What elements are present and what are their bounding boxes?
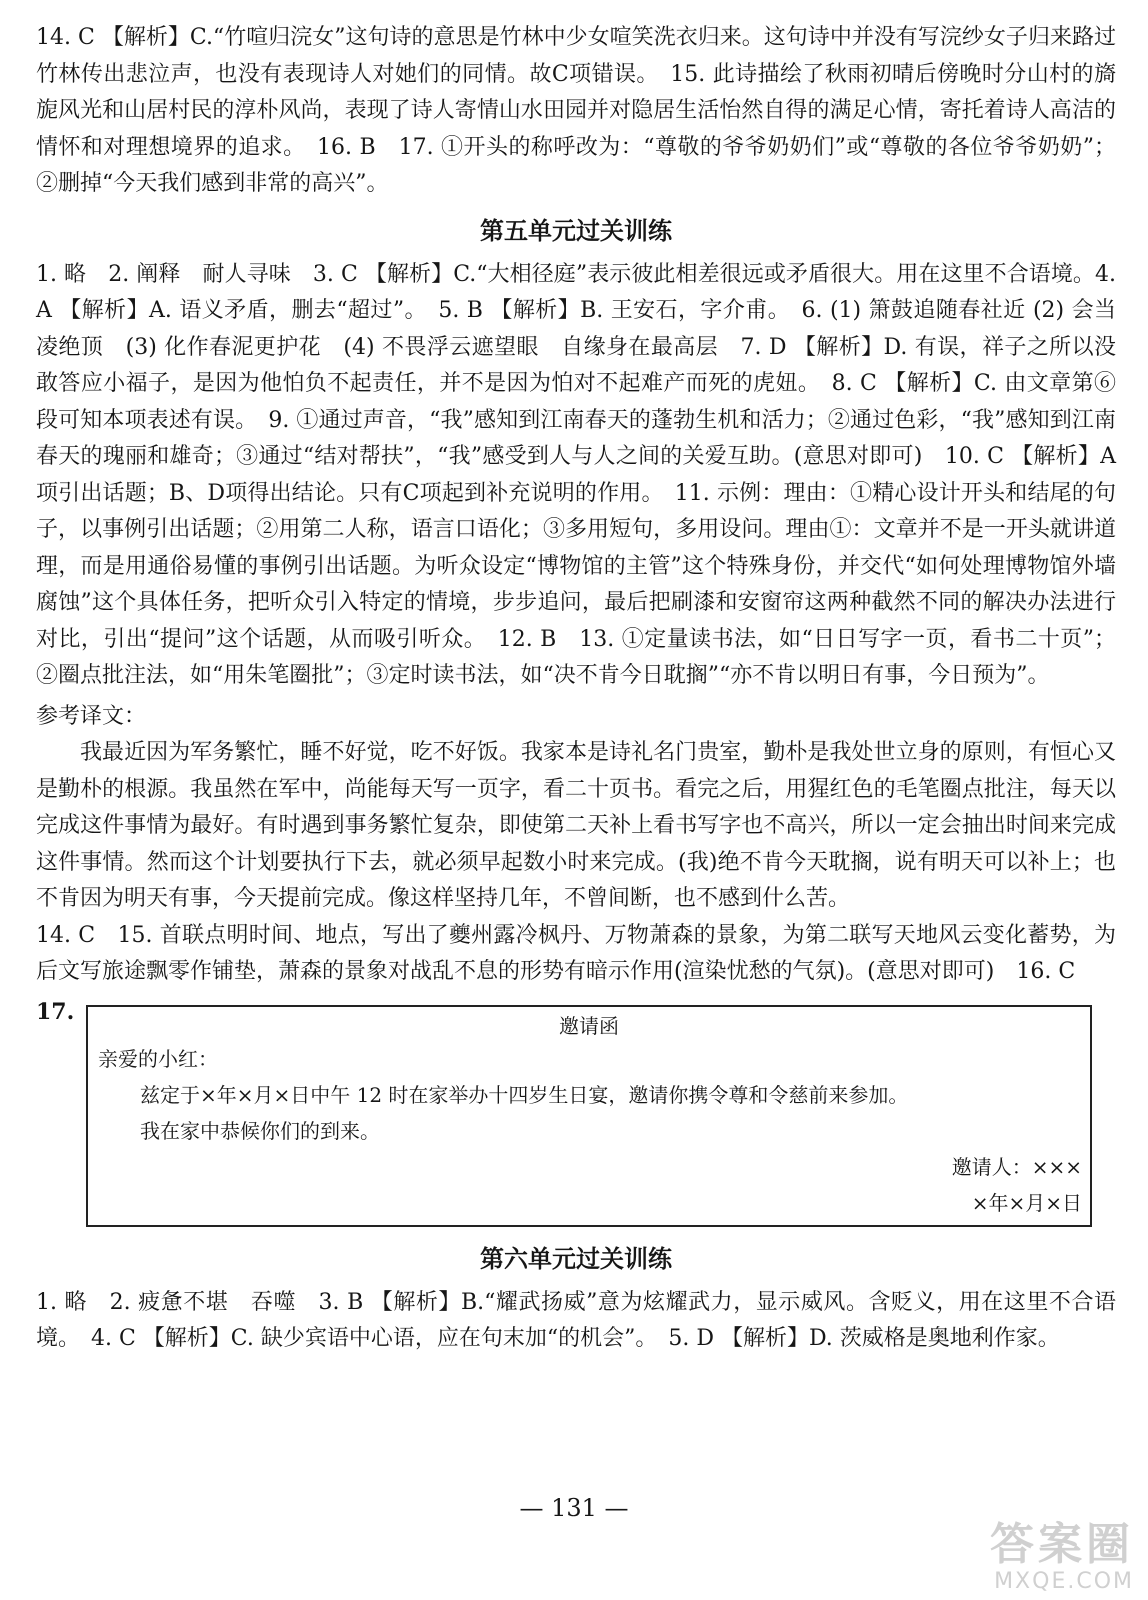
- answer-page: [36, 20, 1116, 1358]
- invitation-title: 邀请函: [559, 1013, 619, 1038]
- watermark-logo: 答案圈: [990, 1519, 1134, 1570]
- watermark: [990, 1521, 1134, 1594]
- question-17: [36, 999, 1116, 1231]
- reference-translation-text: 我最近因为军务繁忙，睡不好觉，吃不好饭。我家本是诗礼名门贵室，勤朴是我处世立身的原则，有恒心又是勤朴的根源。我虽然在军中，尚能每天写一页字，看二十页书。看完之后，用猩红色的毛笔圈点批注，每天以完成这件事情为最好。有时遇到事务繁忙复杂，即使第二天补上看书写字也不高兴，所以一定会抽出时间来完成这件事情。然而这个计划要执行下去，就必须早起数小时来完成。(我)绝不肯今天耽搁，说有明天可以补上；也不肯因为明天有事，今天提前完成。像这样坚持几年，不曾间断，也不感到什么苦。: [36, 740, 1116, 911]
- invitation-date: ×年×月×日: [971, 1190, 1082, 1215]
- invitation-body-2: 我在家中恭候你们的到来。: [140, 1118, 380, 1143]
- section5-title: 第五单元过关训练: [480, 215, 672, 245]
- question-17-number: 17.: [36, 998, 75, 1025]
- unit5-answers-14-16: 14. C 15. 首联点明时间、地点，写出了夔州露冷枫丹、万物萧森的景象，为第二联写天地风云变化蓄势，为后文写旅途飘零作铺垫，萧森的景象对战乱不息的形势有暗示作用(渲染忧愁的气氛)。(意思对即可) 16. C: [36, 922, 1116, 984]
- watermark-url: MXQE.COM: [994, 1569, 1134, 1594]
- unit6-answers: 1. 略 2. 疲惫不堪 吞噬 3. B 【解析】B.“耀武扬威”意为炫耀武力，显示威风。含贬义，用在这里不合语境。 4. C 【解析】C. 缺少宾语中心语，应在句末加“的机会”。 5. D 【解析】D. 茨威格是奥地利作家。: [36, 1289, 1116, 1351]
- invitation-signer: 邀请人：×××: [951, 1154, 1082, 1179]
- reference-translation-heading: 参考译文：: [36, 703, 147, 729]
- page-number: — 131 —: [519, 1494, 629, 1522]
- invitation-letter-box: [86, 1005, 1092, 1227]
- invitation-salutation: 亲爱的小红：: [98, 1046, 218, 1071]
- unit4-answers-tail: 14. C 【解析】C.“竹喧归浣女”这句诗的意思是竹林中少女喧笑洗衣归来。这句诗中并没有写浣纱女子归来路过竹林传出悲泣声，也没有表现诗人对她们的同情。故C项错误。 15. 此诗描绘了秋雨初晴后傍晚时分山村的旖旎风光和山居村民的淳朴风尚，表现了诗人寄情山水田园并对隐居生活怡然自得的满足心情，寄托着诗人高洁的情怀和对理想境界的追求。 16. B 17. ①开头的称呼改为：“尊敬的爷爷奶奶们”或“尊敬的各位爷爷奶奶”；②删掉“今天我们感到非常的高兴”。: [36, 25, 1116, 196]
- invitation-body-1: 兹定于×年×月×日中午 12 时在家举办十四岁生日宴，邀请你携令尊和令慈前来参加。: [140, 1082, 909, 1107]
- unit5-answers: 1. 略 2. 阐释 耐人寻味 3. C 【解析】C.“大相径庭”表示彼此相差很远或矛盾很大。用在这里不合语境。4. A 【解析】A. 语义矛盾，删去“超过”。 5. B 【解析】B. 王安石，字介甫。 6. (1) 箫鼓追随春社近 (2) 会当凌绝顶 (3) 化作春泥更护花 (4) 不畏浮云遮望眼 自缘身在最高层 7. D 【解析】D. 有误，祥子之所以没敢答应小福子，是因为他怕负不起责任，并不是因为怕对不起难产而死的虎妞。 8. C 【解析】C. 由文章第⑥段可知本项表述有误。 9. ①通过声音，“我”感知到江南春天的蓬勃生机和活力；②通过色彩，“我”感知到江南春天的瑰丽和雄奇；③通过“结对帮扶”，“我”感受到人与人之间的关爱互助。(意思对即可) 10. C 【解析】A项引出话题；B、D项得出结论。只有C项起到补充说明的作用。 11. 示例：理由：①精心设计开头和结尾的句子，以事例引出话题；②用第二人称，语言口语化；③多用短句，多用设问。理由①：文章并不是一开头就讲道理，而是用通俗易懂的事例引出话题。为听众设定“博物馆的主管”这个特殊身份，并交代“如何处理博物馆外墙腐蚀”这个具体任务，把听众引入特定的情境，步步追问，最后把刷漆和安窗帘这两种截然不同的解决办法进行对比，引出“提问”这个话题，从而吸引听众。 12. B 13. ①定量读书法，如“日日写字一页，看书二十页”；②圈点批注法，如“用朱笔圈批”；③定时读书法，如“决不肯今日耽搁”“亦不肯以明日有事，今日预为”。: [36, 261, 1116, 688]
- section6-title: 第六单元过关训练: [480, 1243, 672, 1273]
